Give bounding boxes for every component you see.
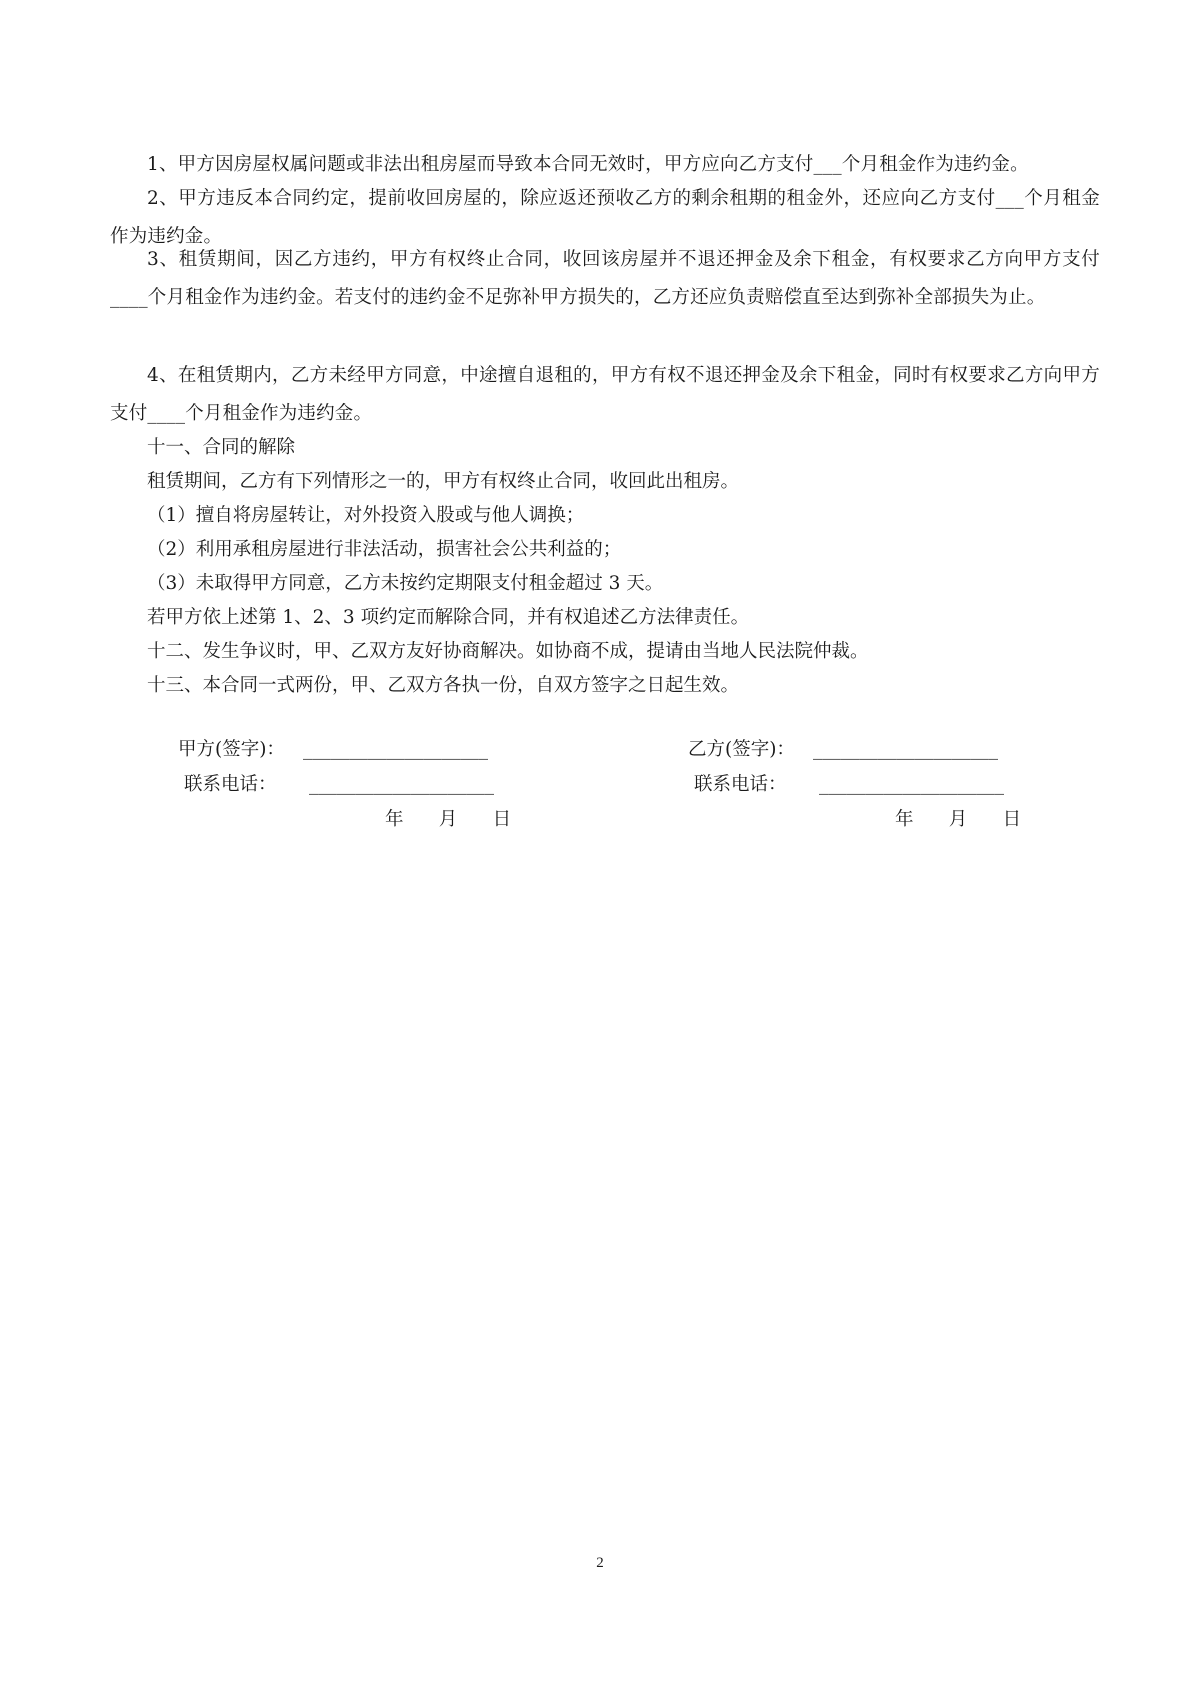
party-b-date: 年 月 日 [895,809,1022,830]
section-11-heading: 十一、合同的解除 [147,437,296,458]
section-11-closing: 若甲方依上述第 1、2、3 项约定而解除合同，并有权追述乙方法律责任。 [147,607,750,628]
clause-1: 1、甲方因房屋权属问题或非法出租房屋而导致本合同无效时，甲方应向乙方支付___个月租金作为违约金。 [147,154,1029,175]
party-b-signature-label: 乙方(签字)： [688,739,795,760]
clause-3: 3、租赁期间，因乙方违约，甲方有权终止合同，收回该房屋并不退还押金及余下租金，有权要求乙方向甲方支付____个月租金作为违约金。若支付的违约金不足弥补甲方损失的，乙方还应负责赔偿直至达到弥补全部损失为止。 [110,249,1100,308]
section-11-item-1: （1）擅自将房屋转让，对外投资入股或与他人调换； [147,505,585,526]
section-12: 十二、发生争议时，甲、乙双方友好协商解决。如协商不成，提请由当地人民法院仲裁。 [147,641,869,662]
clause-2: 2、甲方违反本合同约定，提前收回房屋的，除应返还预收乙方的剩余租期的租金外，还应向乙方支付___个月租金作为违约金。 [110,188,1100,247]
party-b-phone-label: 联系电话： [694,774,787,795]
section-11-intro: 租赁期间，乙方有下列情形之一的，甲方有权终止合同，收回此出租房。 [147,471,740,492]
section-11-item-3: （3）未取得甲方同意，乙方未按约定期限支付租金超过 3 天。 [147,573,664,594]
section-11-item-2: （2）利用承租房屋进行非法活动，损害社会公共利益的； [147,539,622,560]
clause-4: 4、在租赁期内，乙方未经甲方同意，中途擅自退租的，甲方有权不退还押金及余下租金，同时有权要求乙方向甲方支付____个月租金作为违约金。 [110,365,1100,424]
party-a-phone-label: 联系电话： [184,774,277,795]
page-number: 2 [596,1555,604,1571]
party-a-signature-label: 甲方(签字)： [178,739,285,760]
party-a-signature-field[interactable]: ____________________ [303,739,488,760]
party-b-phone-field[interactable]: ____________________ [819,774,1004,795]
party-a-phone-field[interactable]: ____________________ [309,774,494,795]
party-b-signature-field[interactable]: ____________________ [813,739,998,760]
section-13: 十三、本合同一式两份，甲、乙双方各执一份，自双方签字之日起生效。 [147,675,740,696]
party-a-date: 年 月 日 [385,809,512,830]
